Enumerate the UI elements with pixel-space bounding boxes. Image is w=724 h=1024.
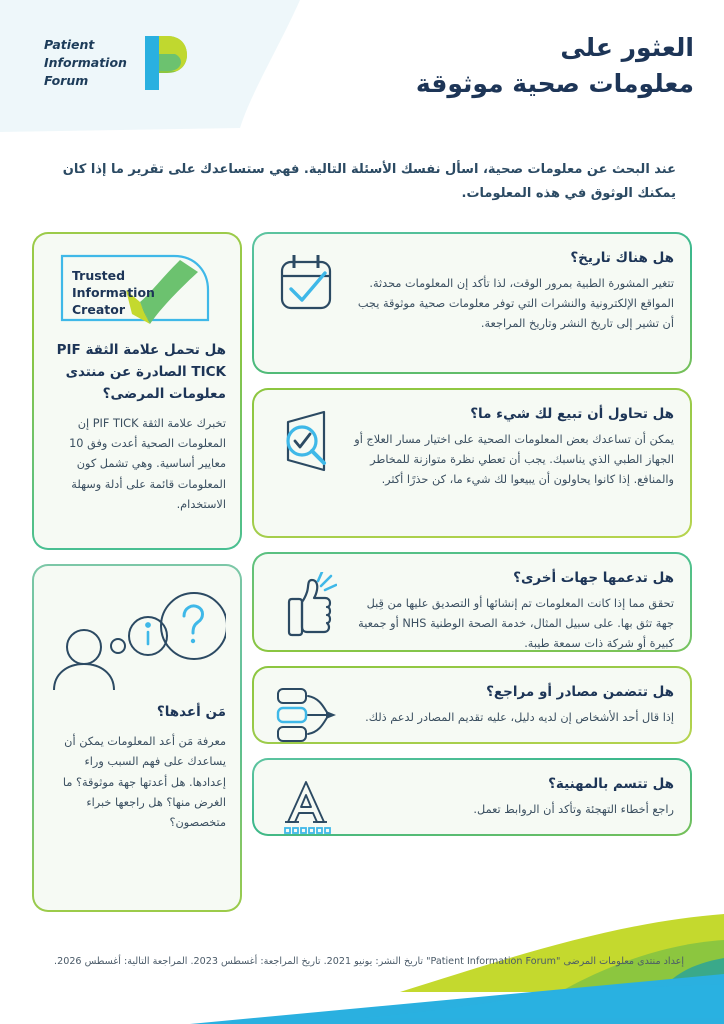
card-professional bbox=[252, 758, 692, 836]
person-thinking-icon bbox=[46, 584, 226, 692]
card-selling-text bbox=[354, 404, 674, 491]
logo-line-2: Information bbox=[44, 54, 127, 70]
pif-logo bbox=[44, 32, 189, 94]
page-title-line-2: معلومات صحية موثوقة bbox=[415, 69, 694, 99]
card-endorsed bbox=[252, 552, 692, 652]
card-references-title: هل تتضمن مصادر أو مراجع؟ bbox=[486, 684, 674, 700]
thumbs-up-icon bbox=[270, 568, 342, 638]
cards-area bbox=[0, 232, 724, 922]
card-who-wrote bbox=[32, 564, 242, 912]
card-professional-body: راجع أخطاء التهجئة وتأكد أن الروابط تعمل. bbox=[473, 803, 674, 817]
pif-p-logo-icon bbox=[137, 32, 189, 94]
card-date-text bbox=[354, 248, 674, 335]
intro-paragraph: عند البحث عن معلومات صحية، اسأل نفسك الأسئلة التالية. فهي ستساعدك على تقرير ما إذا كان يمكنك الوثوق في هذه المعلومات. bbox=[62, 162, 676, 202]
footer-decoration bbox=[0, 914, 724, 1024]
card-endorsed-body: تحقق مما إذا كانت المعلومات تم إنشائها أو التصديق عليها من قِبل جهة تثق بها. على سبيل المثال، خدمة الصحة الوطنية NHS أو جمعية كبيرة أو شركة ذات سمعة طيبة. bbox=[358, 597, 674, 651]
references-arrows-icon bbox=[270, 682, 342, 744]
badge-line-1: Trusted bbox=[72, 268, 126, 283]
card-professional-title: هل تتسم بالمهنية؟ bbox=[548, 776, 674, 792]
pif-tick-column bbox=[32, 232, 242, 926]
card-selling-body: يمكن أن تساعدك بعض المعلومات الصحية على اختيار مسار العلاج أو الجهاز الطبي الذي يناسبك. يجب أن تعطي نظرة متوازنة للمخاطر والمنافع. إذا كانوا يحاولون أن يبيعوا لك شيء ما، كن حذرًا أكثر. bbox=[354, 433, 674, 487]
page-title-line-1: العثور على bbox=[560, 33, 694, 62]
card-endorsed-text bbox=[354, 568, 674, 655]
card-date-body: تتغير المشورة الطبية بمرور الوقت، لذا تأكد إن المعلومات محدثة. المواقع الإلكترونية والنشرات التي توفر معلومات صحية موثوقة يجب أن تشير إلى تاريخ النشر وتاريخ المراجعة. bbox=[357, 277, 674, 331]
questions-column bbox=[252, 232, 692, 850]
card-who-wrote-body: معرفة مَن أعد المعلومات يمكن أن يساعدك على فهم السبب وراء إعدادها. هل أعدتها جهة موثوقة؟ ما الغرض منها؟ هل راجعها خبراء متخصصون؟ bbox=[62, 734, 226, 830]
card-pif-tick-title: هل تحمل علامة الثقة PIF TICK الصادرة عن منتدى معلومات المرضى؟ bbox=[56, 342, 226, 402]
card-professional-text bbox=[354, 774, 674, 820]
card-date-title: هل هناك تاريخ؟ bbox=[570, 250, 674, 266]
pif-logo-wordmark bbox=[44, 36, 127, 90]
letter-a-icon bbox=[270, 774, 342, 836]
logo-line-3: Forum bbox=[44, 73, 89, 89]
card-date bbox=[252, 232, 692, 374]
page-title bbox=[294, 30, 694, 103]
card-pif-tick-body: تخبرك علامة الثقة PIF TICK إن المعلومات الصحية أعدت وفق 10 معايير أساسية. وهي تشمل كون المعلومات قائمة على أدلة وسهلة الاستخدام. bbox=[69, 416, 226, 511]
card-references bbox=[252, 666, 692, 744]
badge-line-3: Creator bbox=[72, 302, 125, 317]
card-selling-title: هل تحاول أن تبيع لك شيء ما؟ bbox=[470, 406, 674, 422]
card-who-wrote-title: مَن أعدها؟ bbox=[156, 704, 226, 720]
card-references-text bbox=[354, 682, 674, 728]
card-selling bbox=[252, 388, 692, 538]
card-pif-tick bbox=[32, 232, 242, 550]
card-references-body: إذا قال أحد الأشخاص إن لديه دليل، عليه تقديم المصادر لدعم ذلك. bbox=[365, 711, 674, 725]
pif-tick-badge-icon bbox=[56, 250, 218, 326]
footer-credit: إعداد منتدى معلومات المرضى "Patient Information Forum" تاريخ النشر: يونيو 2021. تاريخ المراجعة: أغسطس 2023. المراجعة التالية: أغسطس 2026. bbox=[54, 955, 684, 967]
card-endorsed-title: هل تدعمها جهات أخرى؟ bbox=[513, 570, 674, 586]
calendar-check-icon bbox=[270, 248, 342, 314]
page-header bbox=[0, 0, 724, 140]
magnifier-check-icon bbox=[270, 404, 342, 476]
logo-line-1: Patient bbox=[44, 36, 95, 52]
badge-line-2: Information bbox=[72, 285, 155, 300]
